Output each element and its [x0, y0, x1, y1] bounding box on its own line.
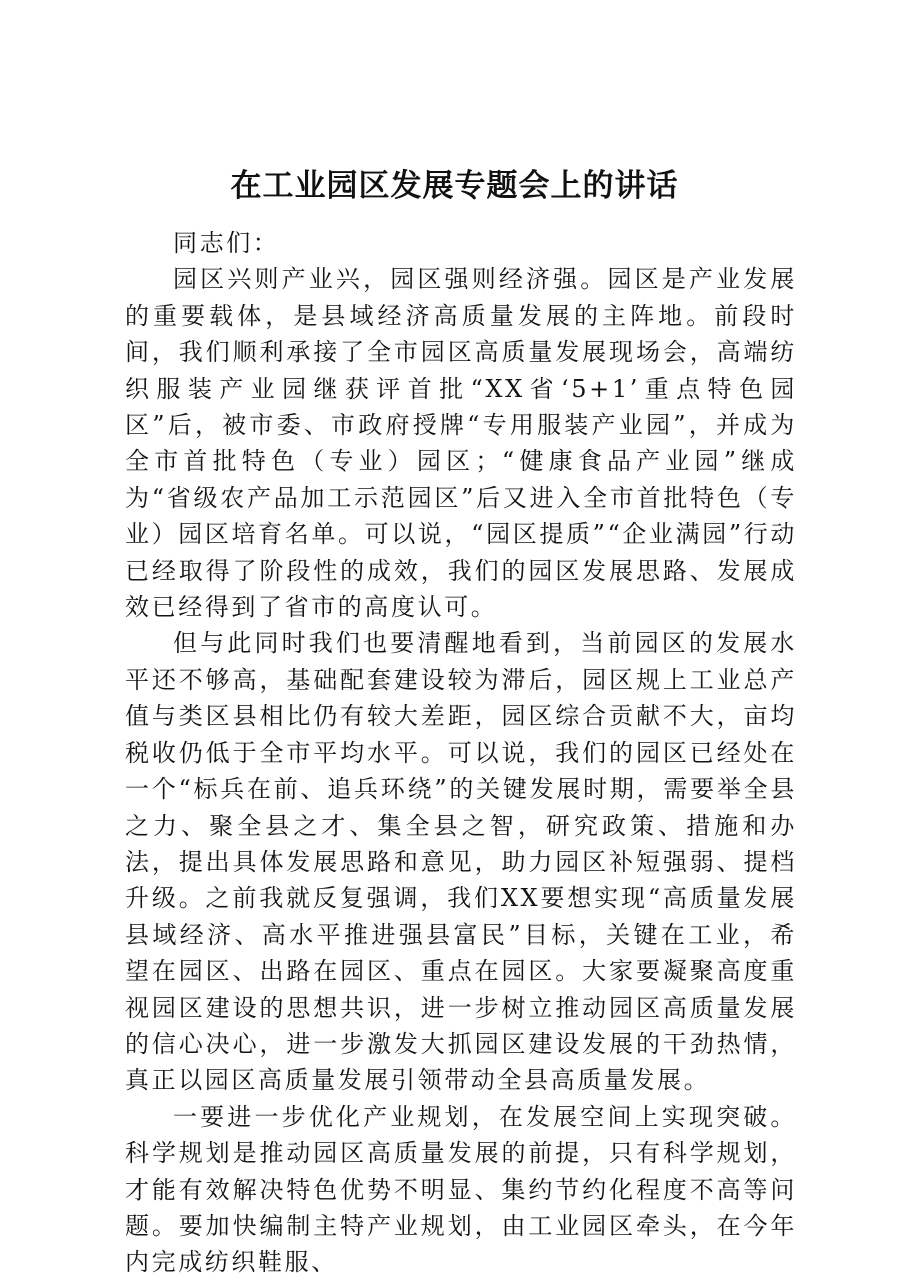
- paragraph: 园区兴则产业兴，园区强则经济强。园区是产业发展的重要载体，是县域经济高质量发展的主阵地。前段时间，我们顺利承接了全市园区高质量发展现场会，高端纺织服装产业园继获评首批“XX省‘5+1’重点特色园区”后，被市委、市政府授牌“专用服装产业园”，并成为全市首批特色（专业）园区；“健康食品产业园”继成为“省级农产品加工示范园区”后又进入全市首批特色（专业）园区培育名单。可以说，“园区提质”“企业满园”行动已经取得了阶段性的成效，我们的园区发展思路、发展成效已经得到了省市的高度认可。: [125, 265, 797, 622]
- paragraph: 但与此同时我们也要清醒地看到，当前园区的发展水平还不够高，基础配套建设较为滞后，园区规上工业总产值与类区县相比仍有较大差距，园区综合贡献不大，亩均税收仍低于全市平均水平。可以说，我们的园区已经处在一个“标兵在前、追兵环绕”的关键发展时期，需要举全县之力、聚全县之才、集全县之智，研究政策、措施和办法，提出具体发展思路和意见，助力园区补短强弱、提档升级。之前我就反复强调，我们XX要想实现“高质量发展县域经济、高水平推进强县富民”目标，关键在工业，希望在园区、出路在园区、重点在园区。大家要凝聚高度重视园区建设的思想共识，进一步树立推动园区高质量发展的信心决心，进一步激发大抓园区建设发展的干劲热情，真正以园区高质量发展引领带动全县高质量发展。: [125, 629, 797, 1095]
- greeting: 同志们：: [173, 229, 280, 257]
- document-body: [125, 225, 797, 1281]
- paragraph: 一要进一步优化产业规划，在发展空间上实现突破。科学规划是推动园区高质量发展的前提，只有科学规划，才能有效解决特色优势不明显、集约节约化程度不高等问题。要加快编制主特产业规划，由工业园区牵头，在今年内完成纺织鞋服、: [125, 1102, 797, 1277]
- document-title: 在工业园区发展专题会上的讲话: [230, 168, 679, 204]
